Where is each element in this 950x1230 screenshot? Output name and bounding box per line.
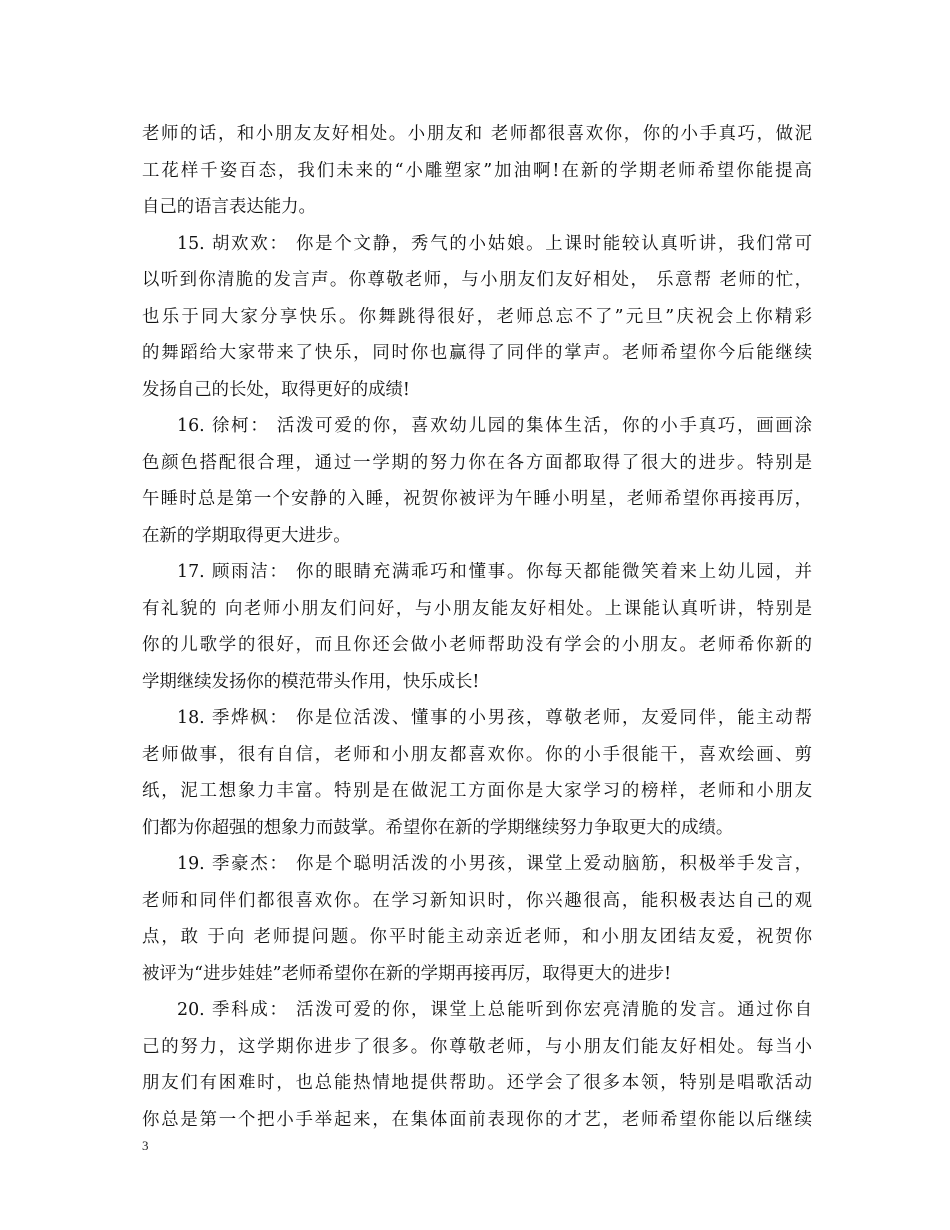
text-line: 的舞蹈给大家带来了快乐，同时你也赢得了同伴的掌声。老师希望你今后能继续 [142, 343, 812, 363]
paragraph-first-line: 15. 胡欢欢： 你是个文静，秀气的小姑娘。上课时能较认真听讲，我们常可 [177, 233, 812, 254]
text-line: 自己的语言表达能力。 [142, 197, 316, 217]
text-line: 也乐于同大家分享快乐。你舞跳得很好，老师总忘不了”元旦”庆祝会上你精彩 [142, 306, 812, 327]
text-line: 有礼貌的 向老师小朋友们问好，与小朋友能友好相处。上课能认真听讲，特别是 [142, 598, 812, 619]
text-line: 纸，泥工想象力丰富。特别是在做泥工方面你是大家学习的榜样，老师和小朋友 [142, 781, 812, 801]
paragraph-first-line: 18. 季烨枫： 你是位活泼、懂事的小男孩，尊敬老师，友爱同伴，能主动帮 [177, 708, 812, 728]
text-line: 以听到你清脆的发言声。你尊敬老师，与小朋友们友好相处， 乐意帮 老师的忙， [142, 270, 812, 290]
text-line: 发扬自己的长处，取得更好的成绩! [142, 379, 410, 400]
text-line: 你的儿歌学的很好，而且你还会做小老师帮助没有学会的小朋友。老师希你新的 [142, 635, 812, 655]
text-line: 色颜色搭配很合理，通过一学期的努力你在各方面都取得了很大的进步。特别是 [142, 452, 812, 473]
text-line: 工花样千姿百态，我们未来的“小雕塑家”加油啊!在新的学期老师希望你能提高 [142, 160, 812, 181]
text-line: 老师做事，很有自信，老师和小朋友都喜欢你。你的小手很能干，喜欢绘画、剪 [142, 744, 812, 765]
text-line: 点，敢 于向 老师提问题。你平时能主动亲近老师，和小朋友团结友爱，祝贺你 [142, 927, 812, 947]
page-number: 3 [142, 1138, 149, 1153]
text-line: 老师和同伴们都很喜欢你。在学习新知识时，你兴趣很高，能积极表达自己的观 [142, 890, 812, 911]
text-line: 己的努力，这学期你进步了很多。你尊敬老师，与小朋友们能友好相处。每当小 [142, 1036, 812, 1057]
paragraph-first-line: 20. 季科成： 活泼可爱的你，课堂上总能听到你宏亮清脆的发言。通过你自 [177, 1000, 812, 1020]
text-line: 被评为“进步娃娃”老师希望你在新的学期再接再厉，取得更大的进步! [142, 963, 672, 984]
text-line: 学期继续发扬你的模范带头作用，快乐成长! [142, 671, 480, 692]
text-line: 你总是第一个把小手举起来，在集体面前表现你的才艺，老师希望你能以后继续 [142, 1109, 812, 1130]
document-body [142, 116, 812, 1138]
paragraph-first-line: 17. 顾雨洁： 你的眼睛充满乖巧和懂事。你每天都能微笑着来上幼儿园，并 [177, 562, 812, 582]
text-line: 朋友们有困难时，也总能热情地提供帮助。还学会了很多本领，特别是唱歌活动 [142, 1073, 812, 1093]
text-line: 午睡时总是第一个安静的入睡，祝贺你被评为午睡小明星，老师希望你再接再厉， [142, 489, 812, 509]
text-line: 老师的话，和小朋友友好相处。小朋友和 老师都很喜欢你，你的小手真巧，做泥 [142, 124, 812, 144]
text-line: 在新的学期取得更大进步。 [142, 525, 351, 546]
paragraph-first-line: 16. 徐柯： 活泼可爱的你，喜欢幼儿园的集体生活，你的小手真巧，画画涂 [177, 416, 812, 436]
paragraph-first-line: 19. 季豪杰： 你是个聪明活泼的小男孩，课堂上爱动脑筋，积极举手发言， [177, 854, 812, 874]
text-line: 们都为你超强的想象力而鼓掌。希望你在新的学期继续努力争取更大的成绩。 [142, 817, 734, 838]
